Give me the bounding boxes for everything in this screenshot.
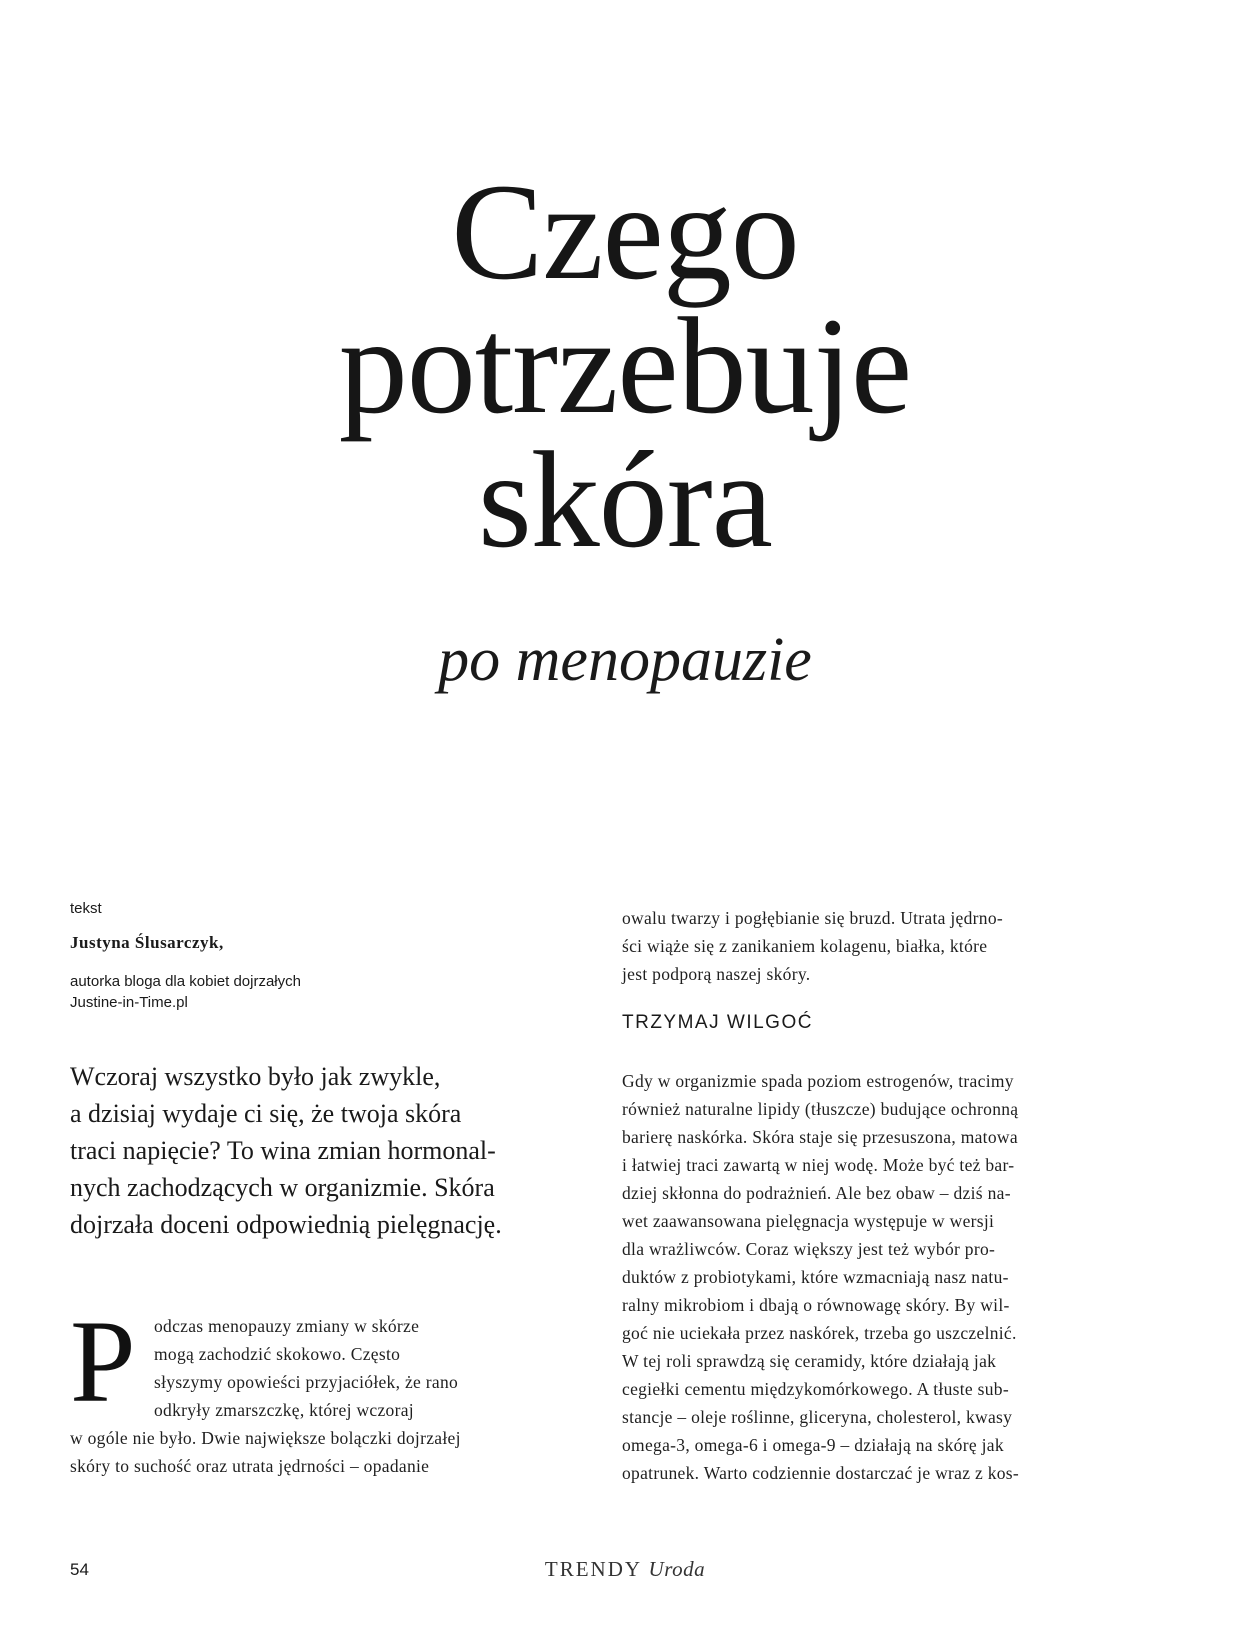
body-line: omega-3, omega-6 i omega-9 – działają na skórę jak: [622, 1435, 1004, 1455]
brand-name: TRENDY: [544, 1557, 642, 1581]
body-line: odczas menopauzy zmiany w skórze: [154, 1316, 420, 1336]
lead-line: dojrzała doceni odpowiednią pielęgnację.: [70, 1210, 502, 1239]
lead-line: nych zachodzących w organizmie. Skóra: [70, 1173, 495, 1202]
author-name: Justyna Ślusarczyk,: [70, 933, 224, 952]
body-line: również naturalne lipidy (tłuszcze) budujące ochronną: [622, 1099, 1019, 1119]
body-line: owalu twarzy i pogłębianie się bruzd. Utrata jędrno-: [622, 908, 1004, 928]
lead-line: traci napięcie? To wina zmian hormonal-: [70, 1136, 496, 1165]
body-line: ści wiąże się z zanikaniem kolagenu, białka, które: [622, 936, 988, 956]
lead-paragraph: [70, 1058, 590, 1243]
brand-section: Uroda: [648, 1557, 706, 1581]
body-line: wet zaawansowana pielęgnacja występuje w wersji: [622, 1211, 995, 1231]
body-line: słyszymy opowieści przyjaciółek, że rano: [154, 1372, 459, 1392]
body-line: dla wrażliwców. Coraz większy jest też wybór pro-: [622, 1239, 996, 1259]
author-description-line: autorka bloga dla kobiet dojrzałych: [70, 973, 301, 990]
body-line: i łatwiej traci zawartą w niej wodę. Może być też bar-: [622, 1155, 1015, 1175]
body-line: goć nie uciekała przez naskórek, trzeba go uszczelnić.: [622, 1323, 1017, 1343]
body-line: cegiełki cementu międzykomórkowego. A tłuste sub-: [622, 1379, 1009, 1399]
body-line: odkryły zmarszczkę, której wczoraj: [154, 1400, 414, 1420]
title-line: Czego: [451, 155, 799, 308]
article-title: [0, 155, 1250, 576]
byline: [70, 900, 301, 1013]
body-line: Gdy w organizmie spada poziom estrogenów, tracimy: [622, 1071, 1014, 1091]
body-column-right: [622, 1067, 1142, 1487]
drop-cap: P: [70, 1296, 136, 1427]
lead-line: a dzisiaj wydaje ci się, że twoja skóra: [70, 1099, 462, 1128]
article-subtitle: po menopauzie: [438, 626, 812, 694]
byline-label: tekst: [70, 900, 102, 917]
body-line: stancje – oleje roślinne, gliceryna, cholesterol, kwasy: [622, 1407, 1013, 1427]
magazine-brand: [0, 1557, 1250, 1582]
author-description: [70, 971, 301, 1013]
body-column-left: [70, 1296, 590, 1480]
body-line: dziej skłonna do podrażnień. Ale bez obaw – dziś na-: [622, 1183, 1011, 1203]
body-line: duktów z probiotykami, które wzmacniają nasz natu-: [622, 1267, 1009, 1287]
body-line: mogą zachodzić skokowo. Często: [154, 1344, 401, 1364]
body-line: W tej roli sprawdzą się ceramidy, które działają jak: [622, 1351, 997, 1371]
lead-line: Wczoraj wszystko było jak zwykle,: [70, 1062, 441, 1091]
body-line: w ogóle nie było. Dwie największe bolączki dojrzałej: [70, 1428, 461, 1448]
title-line: skóra: [478, 423, 772, 576]
body-line: ralny mikrobiom i dbają o równowagę skóry. By wil-: [622, 1295, 1010, 1315]
body-line: skóry to suchość oraz utrata jędrności – opadanie: [70, 1456, 430, 1476]
body-column-right-top: [622, 904, 1142, 988]
title-line: potrzebuje: [338, 289, 912, 442]
author-description-line: Justine-in-Time.pl: [70, 994, 188, 1011]
section-heading: TRZYMAJ WILGOĆ: [622, 1012, 813, 1033]
body-line: barierę naskórka. Skóra staje się przesuszona, matowa: [622, 1127, 1018, 1147]
body-line: opatrunek. Warto codziennie dostarczać je wraz z kos-: [622, 1463, 1020, 1483]
body-line: jest podporą naszej skóry.: [622, 964, 811, 984]
page-number: 54: [70, 1560, 89, 1579]
